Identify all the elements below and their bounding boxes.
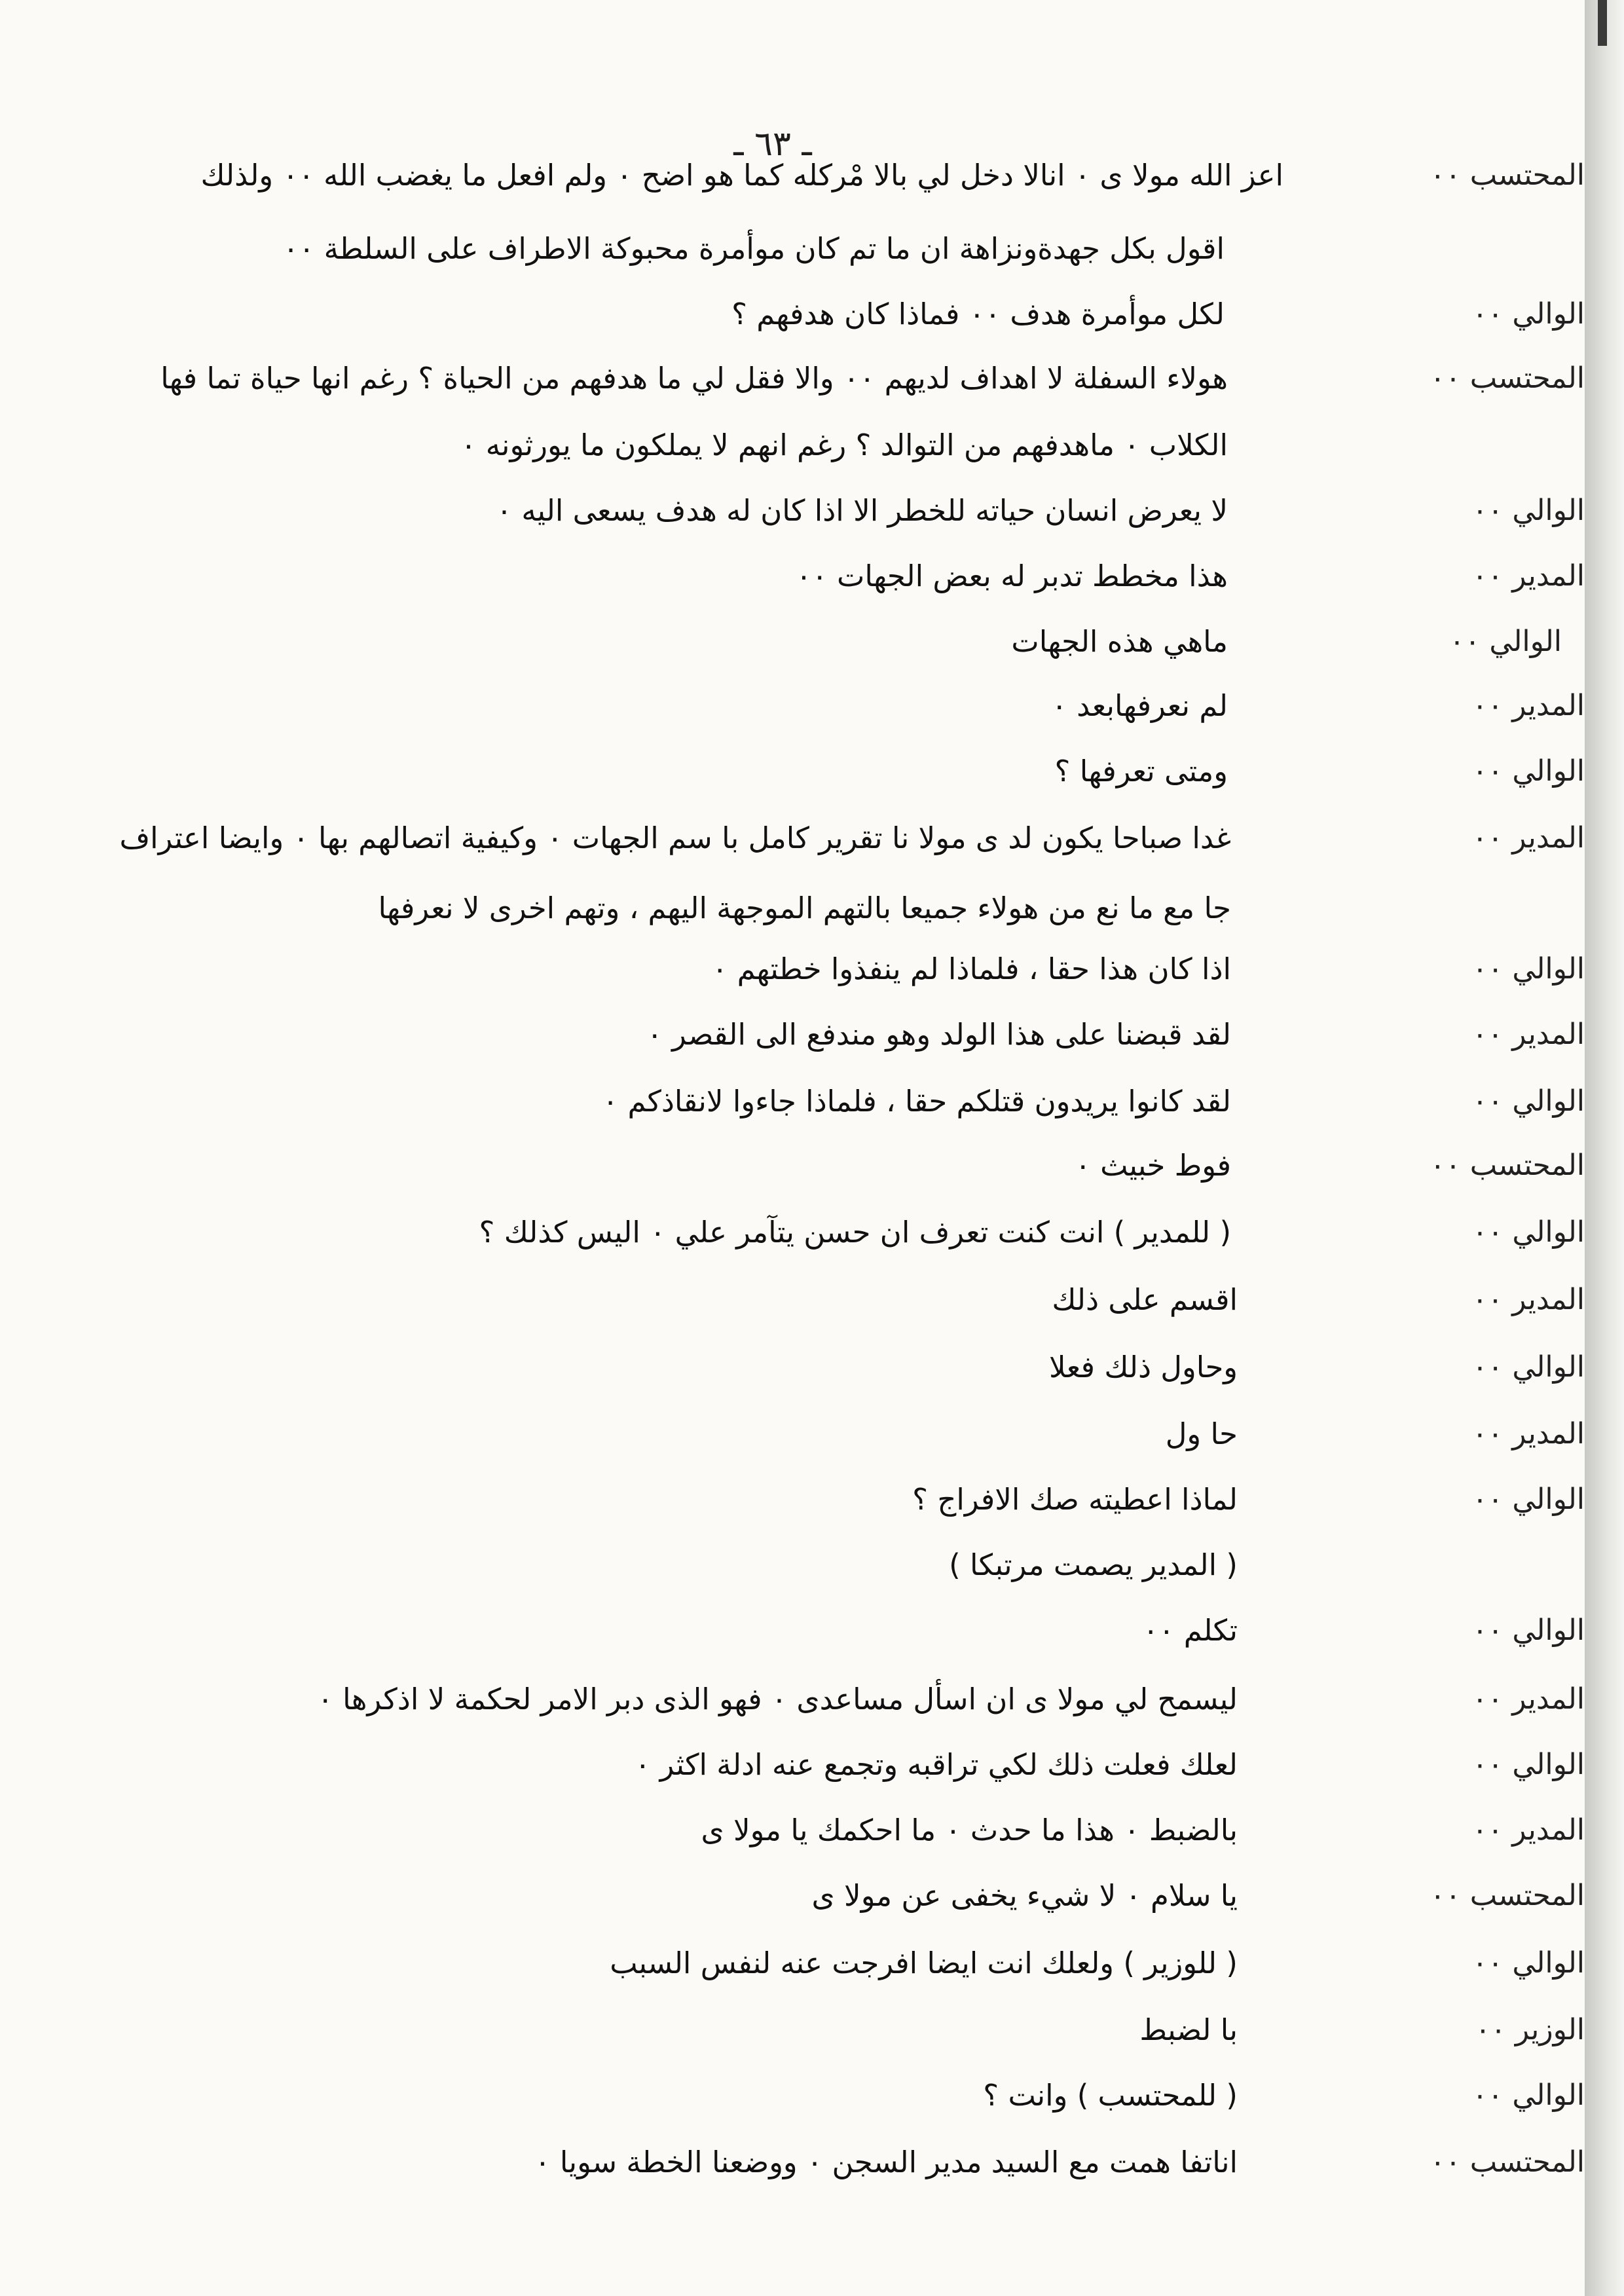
dialogue-line	[39, 1811, 1624, 1876]
dialogue-line	[39, 426, 1624, 491]
speaker-label: الوالي ٠٠	[1472, 297, 1585, 331]
speaker-label: الوالي ٠٠	[1472, 1748, 1585, 1781]
dialogue-line	[39, 1680, 1624, 1745]
dialogue-text: ليسمح لي مولا ى ان اسأل مساعدى ٠ فهو الذى دبر الامر لحكمة لا اذكرها ٠	[317, 1682, 1238, 1716]
speaker-label: الوالي ٠٠	[1472, 1350, 1585, 1384]
dialogue-line	[39, 2143, 1624, 2208]
dialogue-text: الكلاب ٠ ماهدفهم من التوالد ؟ رغم انهم لا يملكون ما يورثونه ٠	[460, 428, 1228, 462]
dialogue-text: لماذا اعطيته صك الافراج ؟	[912, 1482, 1238, 1517]
dialogue-line	[39, 491, 1624, 557]
speaker-label: المدير ٠٠	[1472, 689, 1585, 722]
dialogue-text: ( للمدير ) انت كنت تعرف ان حسن يتآمر علي ٠ اليس كذلك ؟	[479, 1215, 1231, 1250]
dialogue-text: لم نعرفهابعد ٠	[1051, 688, 1228, 723]
dialogue-line	[39, 1944, 1624, 2009]
speaker-label: المدير ٠٠	[1472, 1018, 1585, 1051]
scan-mark	[1598, 0, 1607, 46]
page-number: ـ ٦٣ ـ	[733, 124, 812, 164]
dialogue-line	[39, 1611, 1624, 1676]
dialogue-line	[39, 686, 1624, 752]
speaker-label: المدير ٠٠	[1472, 1813, 1585, 1847]
dialogue-text: لعلك فعلت ذلك لكي تراقبه وتجمع عنه ادلة اكثر ٠	[635, 1747, 1238, 1782]
dialogue-text: اناتفا همت مع السيد مدير السجن ٠ ووضعنا الخطة سويا ٠	[534, 2145, 1238, 2179]
dialogue-line	[39, 1082, 1624, 1147]
speaker-label: الوالي ٠٠	[1472, 1084, 1585, 1118]
dialogue-text: اذا كان هذا حقا ، فلماذا لم ينفذوا خطتهم ٠	[712, 952, 1231, 986]
dialogue-text: ومتى تعرفها ؟	[1054, 754, 1228, 788]
dialogue-line	[39, 156, 1624, 221]
dialogue-line	[39, 2010, 1624, 2076]
dialogue-text: بالضبط ٠ هذا ما حدث ٠ ما احكمك يا مولا ى	[701, 1813, 1238, 1847]
speaker-label: المحتسب ٠٠	[1430, 1149, 1585, 1182]
dialogue-text: غدا صباحا يكون لد ى مولا نا تقرير كامل با سم الجهات ٠ وكيفية اتصالهم بها ٠ وايضا اعتراف	[119, 821, 1231, 855]
dialogue-line	[39, 819, 1624, 884]
dialogue-text: هولاء السفلة لا اهداف لديهم ٠٠ والا فقل لي ما هدفهم من الحياة ؟ رغم انها حياة تما فها	[160, 361, 1228, 396]
dialogue-line	[39, 359, 1624, 424]
dialogue-line	[39, 1876, 1624, 1942]
speaker-label: المحتسب ٠٠	[1430, 2145, 1585, 2179]
dialogue-text: لقد قبضنا على هذا الولد وهو مندفع الى القصر ٠	[646, 1017, 1231, 1052]
speaker-label: المدير ٠٠	[1472, 821, 1585, 855]
dialogue-line	[39, 2076, 1624, 2141]
dialogue-line	[39, 1415, 1624, 1480]
dialogue-text: ماهي هذه الجهات	[1011, 624, 1228, 659]
dialogue-text: لكل موأمرة هدف ٠٠ فماذا كان هدفهم ؟	[731, 297, 1225, 331]
dialogue-line	[39, 1348, 1624, 1413]
speaker-label: المحتسب ٠٠	[1430, 1879, 1585, 1912]
dialogue-text: با لضبط	[1139, 2012, 1238, 2047]
speaker-label: الوالي ٠٠	[1449, 625, 1562, 658]
dialogue-line	[39, 229, 1624, 295]
speaker-label: الوالي ٠٠	[1472, 754, 1585, 788]
dialogue-line	[39, 752, 1624, 817]
speaker-label: الوالي ٠٠	[1472, 1215, 1585, 1249]
dialogue-line	[39, 1015, 1624, 1081]
dialogue-text: تكلم ٠٠	[1143, 1613, 1238, 1648]
dialogue-text: يا سلام ٠ لا شيء يخفى عن مولا ى	[811, 1878, 1238, 1913]
dialogue-text: اقسم على ذلك	[1052, 1282, 1238, 1317]
dialogue-line	[39, 622, 1624, 688]
speaker-label: المدير ٠٠	[1472, 1283, 1585, 1316]
dialogue-line	[39, 1280, 1624, 1346]
dialogue-text: حا ول	[1165, 1416, 1238, 1451]
dialogue-line	[39, 1146, 1624, 1212]
dialogue-line	[39, 557, 1624, 622]
dialogue-line	[39, 1745, 1624, 1811]
dialogue-line	[39, 950, 1624, 1015]
stage-direction: ( المدير يصمت مرتبكا )	[949, 1547, 1238, 1582]
dialogue-line	[39, 1480, 1624, 1546]
dialogue-text: جا مع ما نع من هولاء جميعا بالتهم الموجهة اليهم ، وتهم اخرى لا نعرفها	[378, 891, 1231, 925]
speaker-label: الوالي ٠٠	[1472, 1946, 1585, 1980]
dialogue-line	[39, 295, 1624, 360]
dialogue-text: فوط خبيث ٠	[1075, 1148, 1231, 1183]
speaker-label: الوالي ٠٠	[1472, 1483, 1585, 1516]
dialogue-text: هذا مخطط تدبر له بعض الجهات ٠٠	[796, 559, 1228, 593]
dialogue-text: ( للوزير ) ولعلك انت ايضا افرجت عنه لنفس السبب	[610, 1946, 1238, 1980]
speaker-label: المحتسب ٠٠	[1430, 158, 1585, 192]
dialogue-text: ( للمحتسب ) وانت ؟	[983, 2078, 1238, 2113]
dialogue-line	[39, 1546, 1624, 1611]
speaker-label: الوالي ٠٠	[1472, 494, 1585, 527]
speaker-label: المدير ٠٠	[1472, 1417, 1585, 1451]
speaker-label: المدير ٠٠	[1472, 559, 1585, 593]
dialogue-line	[39, 889, 1624, 954]
dialogue-line	[39, 1213, 1624, 1278]
speaker-label: الوزير ٠٠	[1475, 2013, 1585, 2046]
dialogue-text: اعز الله مولا ى ٠ انالا دخل لي بالا مْركله كما هو اضح ٠ ولم افعل ما يغضب الله ٠٠ ولذلك	[200, 158, 1283, 193]
speaker-label: المدير ٠٠	[1472, 1682, 1585, 1716]
dialogue-text: لقد كانوا يريدون قتلكم حقا ، فلماذا جاءوا لانقاذكم ٠	[602, 1084, 1231, 1119]
dialogue-text: اقول بكل جهدةونزاهة ان ما تم كان موأمرة محبوكة الاطراف على السلطة ٠٠	[282, 231, 1225, 266]
dialogue-text: لا يعرض انسان حياته للخطر الا اذا كان له هدف يسعى اليه ٠	[496, 493, 1228, 528]
speaker-label: الوالي ٠٠	[1472, 952, 1585, 986]
speaker-label: المحتسب ٠٠	[1430, 361, 1585, 395]
speaker-label: الوالي ٠٠	[1472, 2079, 1585, 2112]
dialogue-text: وحاول ذلك فعلا	[1048, 1350, 1238, 1384]
speaker-label: الوالي ٠٠	[1472, 1614, 1585, 1647]
